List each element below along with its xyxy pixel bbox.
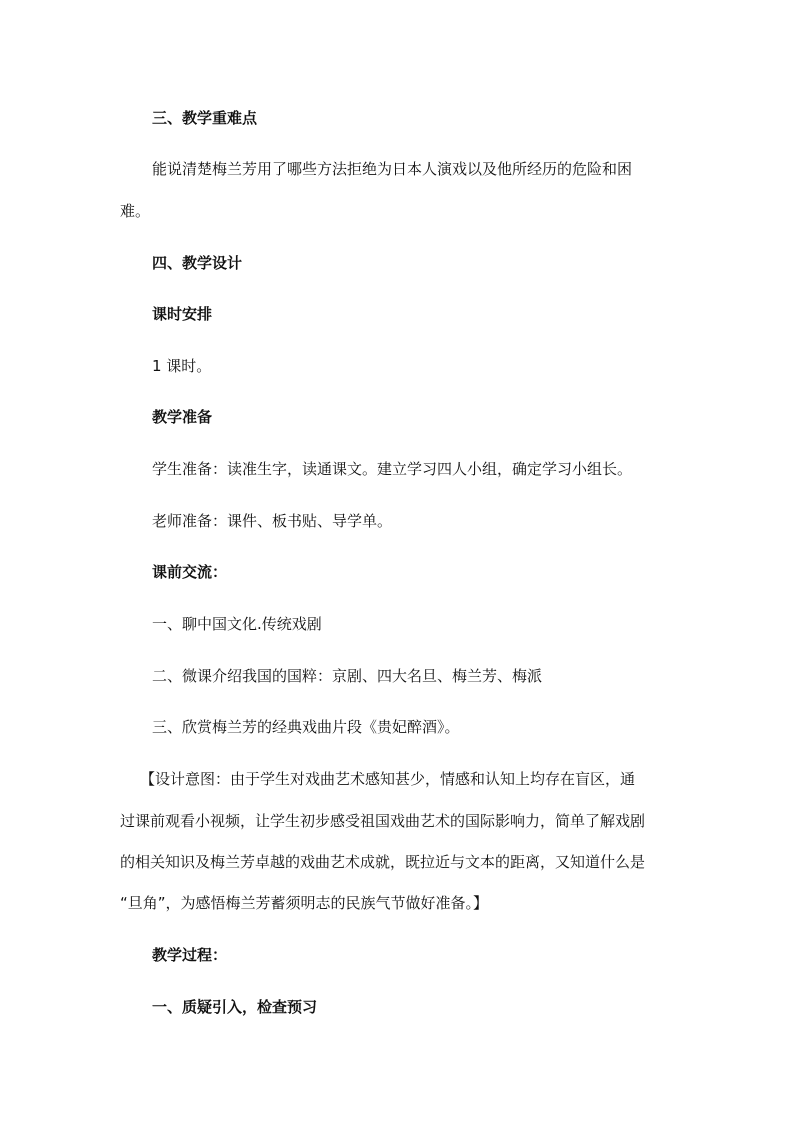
design-intent-line: 的相关知识及梅兰芳卓越的戏曲艺术成就，既拉近与文本的距离，又知道什么是 <box>120 853 646 871</box>
list-item: 二、微课介绍我国的国粹：京剧、四大名旦、梅兰芳、梅派 <box>152 667 543 685</box>
subheading-process: 教学过程： <box>152 946 228 964</box>
design-intent-line: “旦角”，为感悟梅兰芳蓄须明志的民族气节做好准备。】 <box>120 894 489 912</box>
design-intent-line: 【设计意图：由于学生对戏曲艺术感知甚少，情感和认知上均存在盲区，通 <box>140 770 636 788</box>
paragraph-line: 能说清楚梅兰芳用了哪些方法拒绝为日本人演戏以及他所经历的危险和困 <box>152 160 633 178</box>
list-item: 三、欣赏梅兰芳的经典戏曲片段《贵妃醉酒》。 <box>152 718 460 736</box>
section-heading-design: 四、教学设计 <box>152 254 243 272</box>
subheading-preclass: 课前交流： <box>152 563 228 581</box>
list-item: 一、聊中国文化.传统戏剧 <box>152 615 322 633</box>
subheading-preparation: 教学准备 <box>152 408 213 426</box>
paragraph-line: 难。 <box>120 202 151 220</box>
section-heading-difficulties: 三、教学重难点 <box>152 109 258 127</box>
schedule-text: 1 课时。 <box>152 357 212 375</box>
student-preparation: 学生准备：读准生字，读通课文。建立学习四人小组，确定学习小组长。 <box>152 460 633 478</box>
step-heading: 一、质疑引入，检查预习 <box>152 998 318 1016</box>
design-intent-line: 过课前观看小视频，让学生初步感受祖国戏曲艺术的国际影响力，简单了解戏剧 <box>120 812 646 830</box>
teacher-preparation: 老师准备：课件、板书贴、导学单。 <box>152 512 393 530</box>
subheading-schedule: 课时安排 <box>152 305 213 323</box>
